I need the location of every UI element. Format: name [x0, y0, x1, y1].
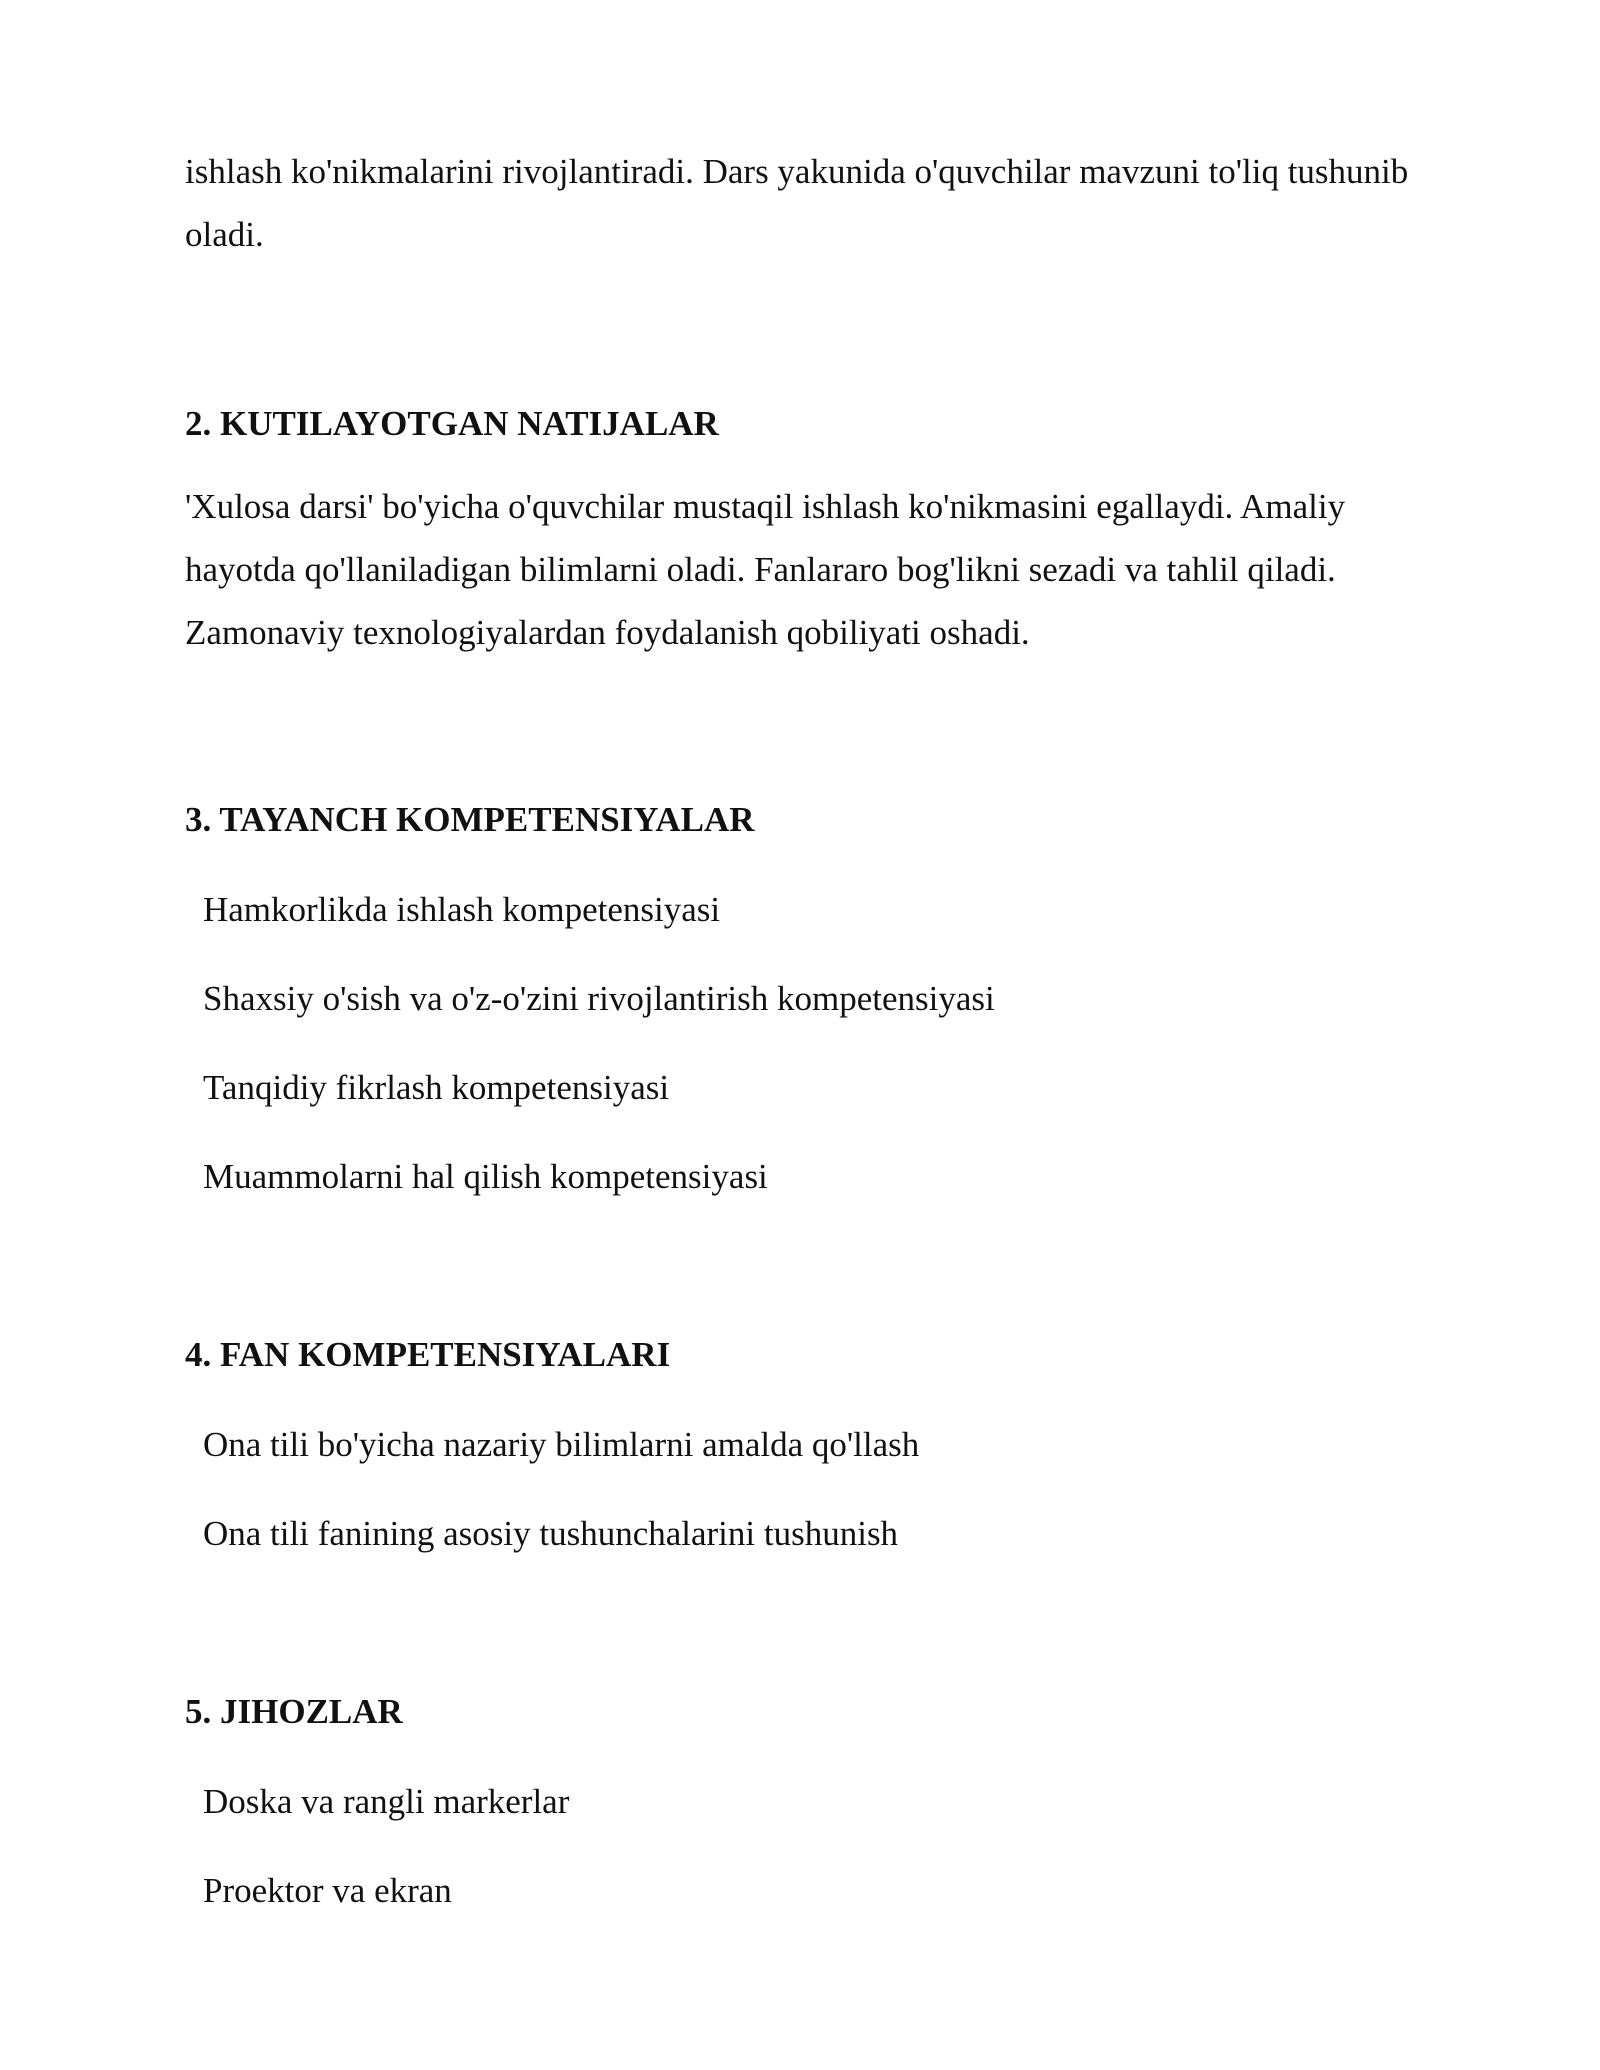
list-item: Doska va rangli markerlar — [203, 1782, 570, 1821]
intro-paragraph: ishlash ko'nikmalarini rivojlantiradi. Dars yakunida o'quvchilar mavzuni to'liq tushunib oladi. — [185, 152, 1409, 254]
section-heading-expected-results: 2. KUTILAYOTGAN NATIJALAR — [185, 404, 719, 443]
document-content — [185, 140, 1445, 1913]
subject-competencies-list — [185, 1423, 1445, 1556]
core-competencies-list — [185, 888, 1445, 1199]
section-heading-equipment: 5. JIHOZLAR — [185, 1692, 403, 1731]
expected-results-paragraph: 'Xulosa darsi' bo'yicha o'quvchilar mustaqil ishlash ko'nikmasini egallaydi. Amaliy hayotda qo'llaniladigan bilimlarni oladi. Fanlararo bog'likni sezadi va tahlil qiladi. Zamonaviy texnologiyalardan foydalanish qobiliyati oshadi. — [185, 487, 1346, 652]
section-heading-subject-competencies: 4. FAN KOMPETENSIYALARI — [185, 1335, 671, 1374]
section-heading-core-competencies: 3. TAYANCH KOMPETENSIYALAR — [185, 800, 755, 839]
list-item: Muammolarni hal qilish kompetensiyasi — [203, 1157, 768, 1196]
list-item: Ona tili fanining asosiy tushunchalarini tushunish — [203, 1514, 899, 1553]
list-item: Shaxsiy o'sish va o'z-o'zini rivojlantirish kompetensiyasi — [203, 979, 995, 1018]
equipment-list — [185, 1780, 1445, 1913]
list-item: Tanqidiy fikrlash kompetensiyasi — [203, 1068, 670, 1107]
list-item: Ona tili bo'yicha nazariy bilimlarni amalda qo'llash — [203, 1425, 920, 1464]
list-item: Proektor va ekran — [203, 1871, 452, 1910]
list-item: Hamkorlikda ishlash kompetensiyasi — [203, 890, 721, 929]
